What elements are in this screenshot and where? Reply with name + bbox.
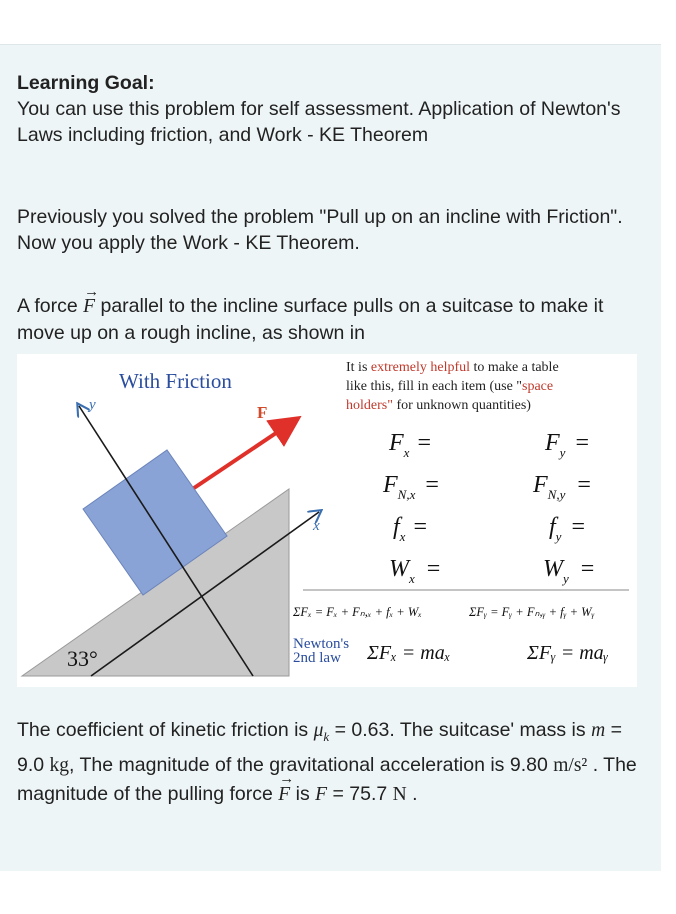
incline-figure [17, 354, 637, 687]
end-period: . [412, 782, 418, 805]
sum-x-equation: ΣFₓ = Fₓ + Fₙ,ₓ + fₓ + Wₓ [293, 605, 422, 619]
figure-title: With Friction [119, 369, 232, 393]
is-text: is [295, 782, 310, 805]
mass-unit: kg [49, 754, 70, 776]
pull-force-value: = 75.7 [332, 782, 388, 805]
given-values [17, 716, 647, 809]
pull-force-vector: → F [278, 780, 290, 809]
row2-right: $F_{N,y}$ = [533, 472, 591, 502]
row4-right: $W_y$ = [543, 556, 595, 586]
x-axis-label: x [313, 518, 320, 534]
note-after: to make a table [473, 360, 559, 375]
row1-right: $F_y$ = [545, 430, 589, 460]
row3-right: $f_y$ = [549, 514, 585, 544]
row1-left: $F_x$ = [389, 430, 431, 460]
note-highlight: extremely helpful [370, 360, 471, 375]
newton-label-line1: Newton's [293, 636, 350, 652]
pull-text: . The magnitude of the pulling force [17, 753, 637, 805]
force-label: F [257, 403, 268, 422]
component-table [382, 430, 594, 586]
problem-part1: A force [17, 295, 78, 317]
note-line2: like this, fill in each item (use " [346, 379, 523, 394]
previous-problem-text: Previously you solved the problem "Pull up on an incline with Friction". Now you apply the Work - KE Theorem. [17, 206, 623, 254]
problem-statement [17, 293, 647, 346]
mu-text: The coefficient of kinetic friction is [17, 719, 309, 741]
mu-value: = 0.63 [334, 719, 390, 741]
table-note-line2 [346, 379, 553, 394]
angle-label: 33° [67, 646, 98, 671]
newton-label-line2: 2nd law [293, 650, 341, 666]
incline-diagram [17, 354, 637, 687]
pull-force-unit: N [392, 783, 407, 805]
mass-value: = 9.0 [17, 719, 622, 776]
row3-left: $f_x$ = [393, 514, 427, 544]
note-line3: for unknown quantities) [396, 398, 531, 413]
learning-goal [17, 70, 647, 148]
gravity-value: 9.80 [509, 753, 548, 776]
mu-symbol: $\mu_k$ [313, 720, 330, 744]
row4-left: $W_x$ = [389, 556, 441, 586]
mass-symbol: m [591, 720, 606, 741]
learning-goal-heading: Learning Goal: [17, 72, 155, 94]
mass-text: . The suitcase' mass is [389, 719, 586, 741]
pull-force-symbol: F [315, 783, 328, 805]
note-before: It is [346, 360, 368, 375]
learning-goal-text: You can use this problem for self assessment. Application of Newton's Laws including friction, and Work - KE Theorem [17, 98, 621, 146]
problem-part2: parallel to the incline surface pulls on a suitcase to make it move up on a rough incline, as shown in [17, 295, 604, 344]
gravity-text: , The magnitude of the gravitational acceleration is [69, 753, 505, 776]
force-arrow [194, 427, 285, 488]
force-vector-symbol: → F [83, 294, 95, 320]
y-axis-label: y [89, 397, 96, 413]
row2-left: $F_{N,x}$ = [383, 472, 439, 502]
newton-x-equation: ΣFₓ = maₓ [367, 642, 451, 664]
newton-y-equation: ΣFᵧ = maᵧ [527, 642, 609, 664]
table-note-line1 [346, 360, 559, 375]
note-space: space [522, 379, 554, 394]
gravity-unit: m/s² [553, 754, 588, 776]
note-holders: holders" [346, 398, 393, 413]
sum-y-equation: ΣFᵧ = Fᵧ + Fₙ,ᵧ + fᵧ + Wᵧ [469, 605, 595, 619]
table-note-line3 [346, 398, 531, 413]
